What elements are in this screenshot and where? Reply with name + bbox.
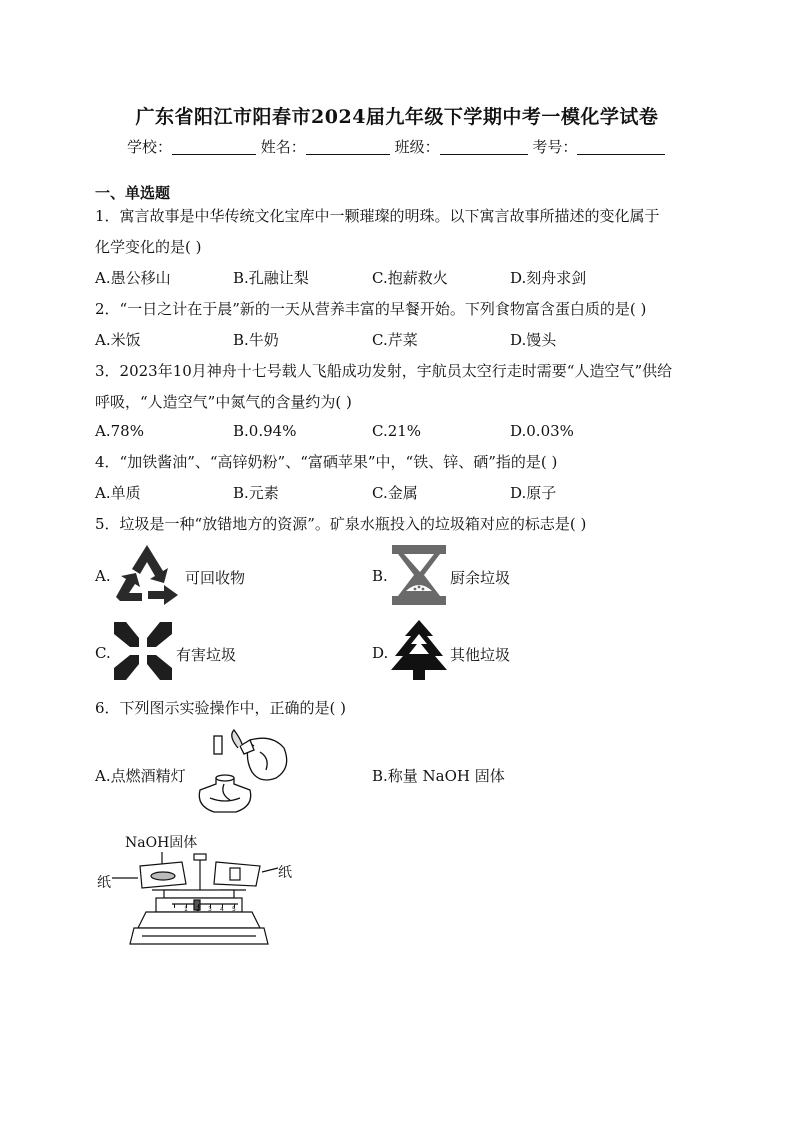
q3-stem-line1: 3．2023年10月神舟十七号载人飞船成功发射，宇航员太空行走时需要“人造空气”供给: [95, 362, 673, 380]
other-waste-icon: [389, 618, 449, 682]
class-label: 班级：: [394, 138, 440, 156]
q5-option-d-label: 其他垃圾: [450, 646, 511, 664]
alcohol-lamp-icon: [180, 728, 292, 816]
student-info-line: [127, 136, 665, 157]
kitchen-waste-icon: [390, 543, 448, 607]
q1-option-c[interactable]: C.抱薪救火: [372, 269, 448, 287]
recycle-icon: [112, 543, 182, 607]
q4-stem-line1: 4．“加铁酱油”、“高锌奶粉”、“富硒苹果”中，“铁、锌、硒”指的是( ): [95, 453, 558, 471]
q6-option-b[interactable]: B.称量 NaOH 固体: [372, 767, 505, 785]
name-label: 姓名：: [260, 138, 306, 156]
q2-option-b[interactable]: B.牛奶: [233, 331, 279, 349]
q5-option-d-letter[interactable]: D.: [372, 644, 389, 662]
scale-tick-2: 2: [196, 906, 200, 913]
q4-option-d[interactable]: D.原子: [510, 484, 557, 502]
school-label: 学校：: [127, 138, 173, 156]
q3-stem-line2: 呼吸，“人造空气”中氮气的含量约为( ): [95, 393, 352, 411]
q1-option-a[interactable]: A.愚公移山: [95, 269, 171, 287]
q6-stem-line1: 6．下列图示实验操作中，正确的是( ): [95, 699, 347, 717]
q2-option-c[interactable]: C.芹菜: [372, 331, 418, 349]
q1-option-d[interactable]: D.刻舟求剑: [510, 269, 587, 287]
q2-stem-line1: 2．“一日之计在于晨”新的一天从营养丰富的早餐开始。下列食物富含蛋白质的是( ): [95, 300, 647, 318]
q6-option-a[interactable]: A.点燃酒精灯: [95, 767, 186, 785]
q5-stem-line1: 5．垃圾是一种“放错地方的资源”。矿泉水瓶投入的垃圾箱对应的标志是( ): [95, 515, 587, 533]
scale-tick-3: 3: [208, 906, 212, 913]
section-title: 一、单选题: [95, 184, 171, 202]
q3-option-a[interactable]: A.78%: [95, 422, 144, 440]
q4-option-b[interactable]: B.元素: [233, 484, 279, 502]
q5-option-b-label: 厨余垃圾: [450, 569, 511, 587]
paper-label-left: 纸: [97, 875, 111, 891]
q4-option-a[interactable]: A.单质: [95, 484, 141, 502]
q2-option-d[interactable]: D.馒头: [510, 331, 557, 349]
q3-option-c[interactable]: C.21%: [372, 422, 422, 440]
q1-stem-line2: 化学变化的是( ): [95, 238, 202, 256]
paper-label-right: 纸: [278, 865, 292, 881]
q3-option-b[interactable]: B.0.94%: [233, 422, 297, 440]
scale-tick-1: 1: [184, 906, 188, 913]
balance-scale-icon: [112, 848, 282, 948]
q4-option-c[interactable]: C.金属: [372, 484, 418, 502]
q3-option-d[interactable]: D.0.03%: [510, 422, 574, 440]
q1-stem-line1: 1．寓言故事是中华传统文化宝库中一颗璀璨的明珠。以下寓言故事所描述的变化属于: [95, 207, 660, 225]
exam-title: 广东省阳江市阳春市2024届九年级下学期中考一模化学试卷: [135, 106, 659, 128]
q5-option-c-letter[interactable]: C.: [95, 644, 111, 662]
q5-option-b-letter[interactable]: B.: [372, 567, 388, 585]
scale-tick-5: 5: [232, 906, 236, 913]
name-blank[interactable]: [306, 138, 390, 155]
q5-option-a-letter[interactable]: A.: [95, 567, 111, 585]
naoh-label: NaOH固体: [125, 835, 198, 851]
number-label: 考号：: [532, 138, 578, 156]
scale-tick-4: 4: [220, 906, 224, 913]
q5-option-c-label: 有害垃圾: [176, 646, 237, 664]
school-blank[interactable]: [172, 138, 256, 155]
q1-option-b[interactable]: B.孔融让梨: [233, 269, 309, 287]
q5-option-a-label: 可回收物: [185, 569, 246, 587]
class-blank[interactable]: [440, 138, 528, 155]
hazardous-waste-icon: [112, 620, 174, 682]
q2-option-a[interactable]: A.米饭: [95, 331, 141, 349]
number-blank[interactable]: [577, 138, 665, 155]
